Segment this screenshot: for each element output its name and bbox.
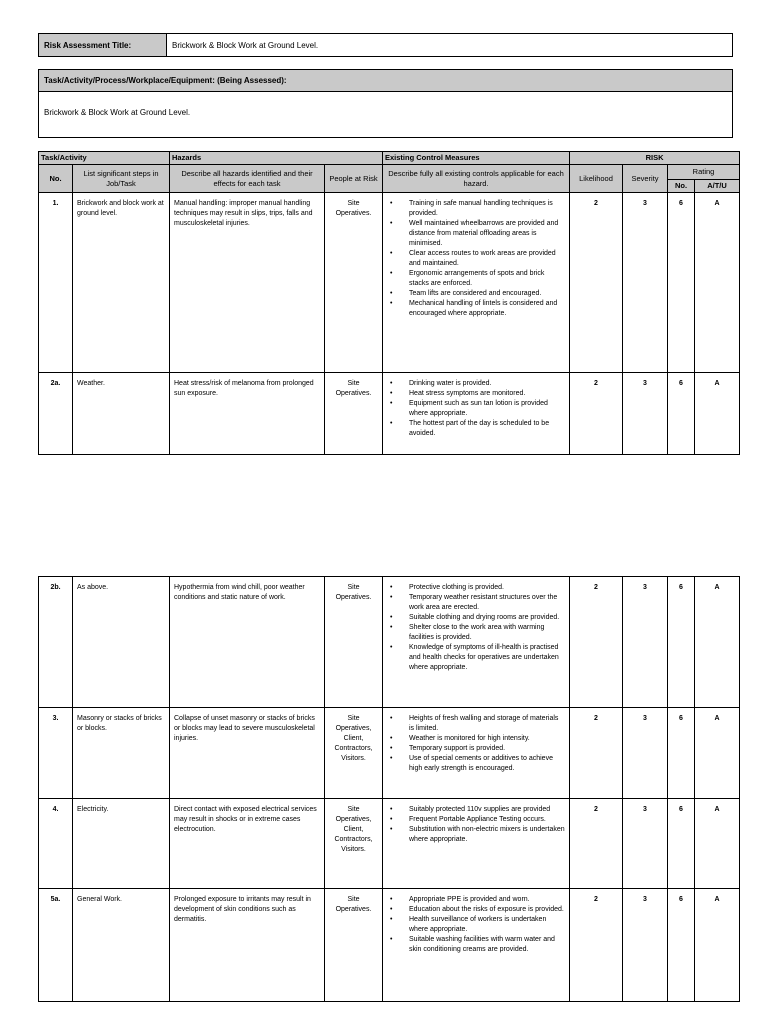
row-controls xyxy=(383,708,570,799)
row-task: Electricity. xyxy=(73,799,170,889)
row-controls xyxy=(383,889,570,1002)
table-row xyxy=(39,799,740,889)
control-item: • Heat stress symptoms are monitored. xyxy=(387,389,565,399)
row-controls xyxy=(383,799,570,889)
row-task: Weather. xyxy=(73,373,170,455)
row-no: 1. xyxy=(39,193,73,373)
row-no: 3. xyxy=(39,708,73,799)
control-item: • Education about the risks of exposure is provided. xyxy=(387,905,565,915)
row-task: As above. xyxy=(73,577,170,708)
row-hazard: Prolonged exposure to irritants may result in development of skin conditions such as dermatitis. xyxy=(170,889,325,1002)
control-item: • Well maintained wheelbarrows are provided and distance from material offloading areas is minimised. xyxy=(387,219,565,249)
control-item: • Health surveillance of workers is undertaken where appropriate. xyxy=(387,915,565,935)
control-item: • Clear access routes to work areas are provided and maintained. xyxy=(387,249,565,269)
control-item: • Temporary support is provided. xyxy=(387,744,565,754)
control-item: • Equipment such as sun tan lotion is provided where appropriate. xyxy=(387,399,565,419)
row-severity: 3 xyxy=(623,373,668,455)
header-people: People at Risk xyxy=(325,165,383,193)
row-people: Site Operatives, Client, Contractors, Visitors. xyxy=(325,799,383,889)
header-rating: Rating xyxy=(668,165,740,180)
task-assessed-label: Task/Activity/Process/Workplace/Equipment: (Being Assessed): xyxy=(39,70,733,92)
row-controls xyxy=(383,193,570,373)
control-item: • Protective clothing is provided. xyxy=(387,583,565,593)
row-likelihood: 2 xyxy=(570,193,623,373)
table-row xyxy=(39,577,740,708)
row-rating: 6 xyxy=(668,577,695,708)
control-item: • Knowledge of symptoms of ill-health is practised and health checks for operatives are undertaken where appropriate. xyxy=(387,643,565,673)
row-atu: A xyxy=(695,889,740,1002)
row-hazard: Direct contact with exposed electrical services may result in shocks or in extreme cases electrocution. xyxy=(170,799,325,889)
header-hazards-desc: Describe all hazards identified and their effects for each task xyxy=(170,165,325,193)
row-severity: 3 xyxy=(623,193,668,373)
row-rating: 6 xyxy=(668,799,695,889)
row-severity: 3 xyxy=(623,708,668,799)
risk-table-page-1 xyxy=(38,151,740,455)
control-item: • Substitution with non-electric mixers is undertaken where appropriate. xyxy=(387,825,565,845)
task-assessed-box xyxy=(38,69,733,138)
row-atu: A xyxy=(695,577,740,708)
row-task: Brickwork and block work at ground level. xyxy=(73,193,170,373)
control-item: • Ergonomic arrangements of spots and brick stacks are enforced. xyxy=(387,269,565,289)
control-item: • Use of special cements or additives to achieve high early strength is encouraged. xyxy=(387,754,565,774)
row-task: General Work. xyxy=(73,889,170,1002)
row-hazard: Heat stress/risk of melanoma from prolonged sun exposure. xyxy=(170,373,325,455)
row-no: 4. xyxy=(39,799,73,889)
row-atu: A xyxy=(695,708,740,799)
row-severity: 3 xyxy=(623,889,668,1002)
row-controls xyxy=(383,373,570,455)
row-people: Site Operatives. xyxy=(325,889,383,1002)
row-hazard: Manual handling: improper manual handling techniques may result in slips, trips, falls and musculoskeletal injuries. xyxy=(170,193,325,373)
row-likelihood: 2 xyxy=(570,799,623,889)
table-row xyxy=(39,373,740,455)
control-item: • The hottest part of the day is scheduled to be avoided. xyxy=(387,419,565,439)
row-people: Site Operatives. xyxy=(325,577,383,708)
control-item: • Suitable clothing and drying rooms are provided. xyxy=(387,613,565,623)
header-controls-desc: Describe fully all existing controls applicable for each hazard. xyxy=(383,165,570,193)
control-item: • Shelter close to the work area with warming facilities is provided. xyxy=(387,623,565,643)
control-item: • Frequent Portable Appliance Testing occurs. xyxy=(387,815,565,825)
header-existing-controls: Existing Control Measures xyxy=(383,152,570,165)
header-hazards: Hazards xyxy=(170,152,383,165)
table-row xyxy=(39,193,740,373)
row-atu: A xyxy=(695,799,740,889)
row-atu: A xyxy=(695,193,740,373)
row-no: 5a. xyxy=(39,889,73,1002)
header-risk: RISK xyxy=(570,152,740,165)
control-item: • Appropriate PPE is provided and worn. xyxy=(387,895,565,905)
control-item: • Temporary weather resistant structures over the work area are erected. xyxy=(387,593,565,613)
row-rating: 6 xyxy=(668,193,695,373)
title-label: Risk Assessment Title: xyxy=(39,34,167,57)
row-no: 2b. xyxy=(39,577,73,708)
control-item: • Weather is monitored for high intensity. xyxy=(387,734,565,744)
row-likelihood: 2 xyxy=(570,577,623,708)
control-item: • Heights of fresh walling and storage of materials is limited. xyxy=(387,714,565,734)
header-task-activity: Task/Activity xyxy=(39,152,170,165)
row-controls xyxy=(383,577,570,708)
control-item: • Team lifts are considered and encouraged. xyxy=(387,289,565,299)
risk-table-page-2 xyxy=(38,576,740,1002)
header-likelihood: Likelihood xyxy=(570,165,623,193)
control-item: • Mechanical handling of lintels is considered and encouraged where appropriate. xyxy=(387,299,565,319)
task-assessed-value: Brickwork & Block Work at Ground Level. xyxy=(39,92,733,138)
row-atu: A xyxy=(695,373,740,455)
row-no: 2a. xyxy=(39,373,73,455)
row-task: Masonry or stacks of bricks or blocks. xyxy=(73,708,170,799)
row-hazard: Hypothermia from wind chill, poor weather conditions and static nature of work. xyxy=(170,577,325,708)
control-item: • Suitably protected 110v supplies are provided xyxy=(387,805,565,815)
row-severity: 3 xyxy=(623,577,668,708)
header-severity: Severity xyxy=(623,165,668,193)
header-atu: A/T/U xyxy=(695,180,740,193)
row-likelihood: 2 xyxy=(570,708,623,799)
control-item: • Training in safe manual handling techniques is provided. xyxy=(387,199,565,219)
row-likelihood: 2 xyxy=(570,373,623,455)
title-value: Brickwork & Block Work at Ground Level. xyxy=(167,34,733,57)
row-severity: 3 xyxy=(623,799,668,889)
row-rating: 6 xyxy=(668,889,695,1002)
control-item: • Drinking water is provided. xyxy=(387,379,565,389)
row-people: Site Operatives. xyxy=(325,373,383,455)
row-people: Site Operatives, Client, Contractors, Visitors. xyxy=(325,708,383,799)
header-steps: List significant steps in Job/Task xyxy=(73,165,170,193)
row-hazard: Collapse of unset masonry or stacks of bricks or blocks may lead to severe musculoskeletal injuries. xyxy=(170,708,325,799)
row-rating: 6 xyxy=(668,373,695,455)
table-row xyxy=(39,889,740,1002)
header-no: No. xyxy=(39,165,73,193)
risk-assessment-title-box xyxy=(38,33,733,57)
row-likelihood: 2 xyxy=(570,889,623,1002)
row-rating: 6 xyxy=(668,708,695,799)
table-row xyxy=(39,708,740,799)
control-item: • Suitable washing facilities with warm water and skin conditioning creams are provided. xyxy=(387,935,565,955)
header-rating-no: No. xyxy=(668,180,695,193)
row-people: Site Operatives. xyxy=(325,193,383,373)
